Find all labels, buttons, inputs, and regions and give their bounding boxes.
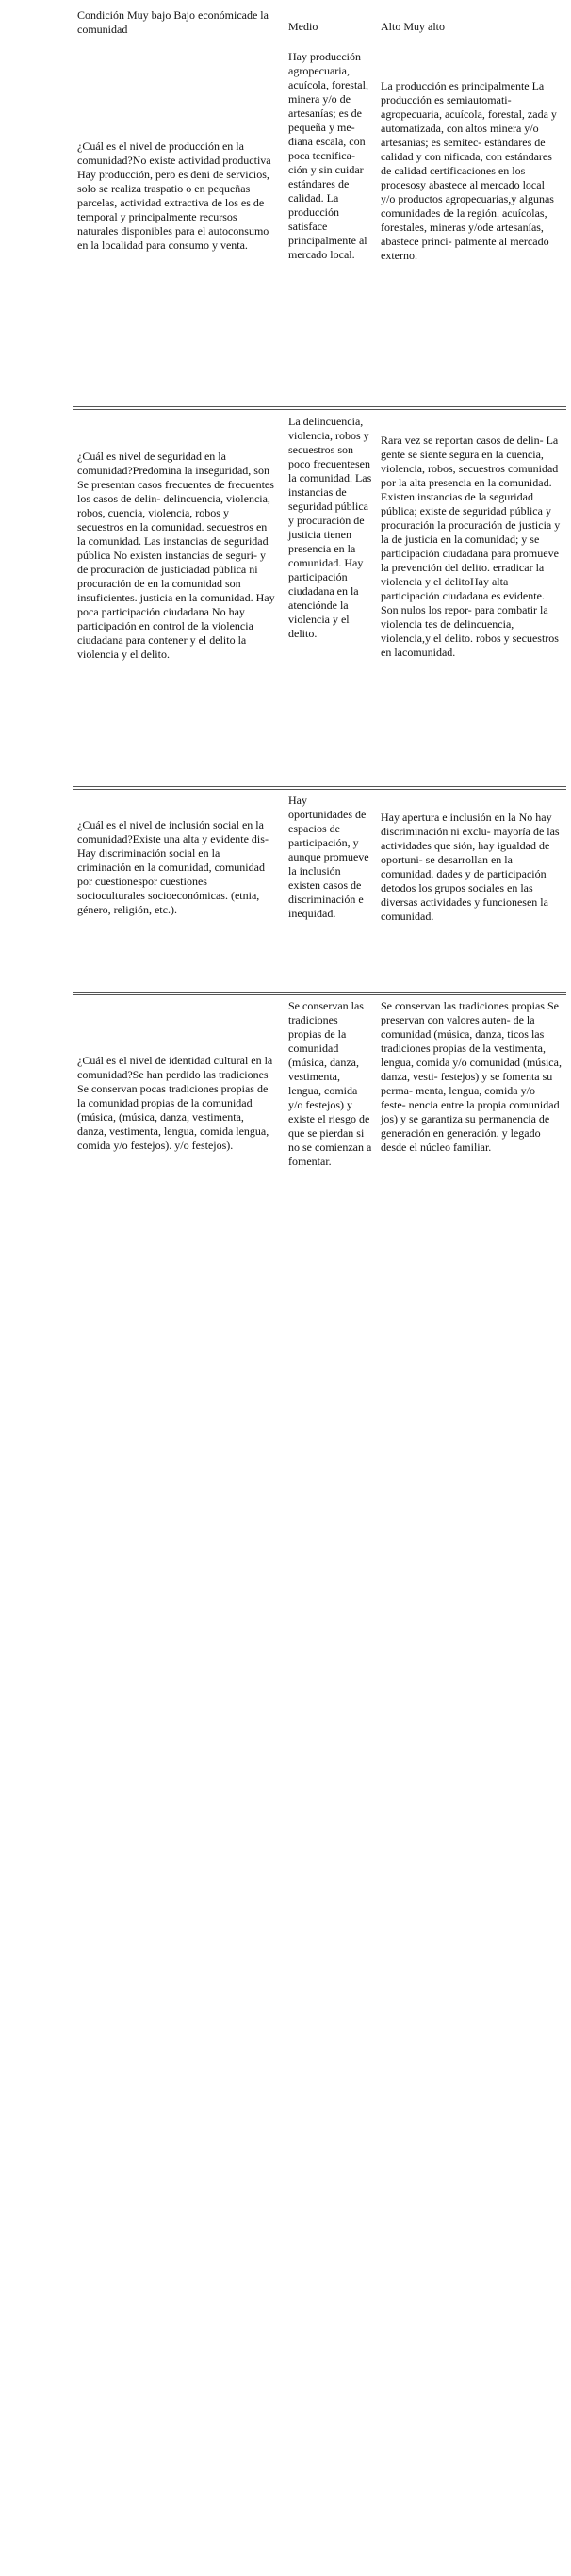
row-2-medio: La delincuencia, violencia, robos y secuestros son poco frecuentesen la comunidad. Las instancias de seguridad pública y procuración de justicia tienen presencia en la comunidad. Hay participación ciudadana en la atenciónde la violencia y el delito. [288,415,372,640]
row-4-medio: Se conservan las tradiciones propias de la comunidad (música, danza, vestimenta, lengua, comida y/o festejos) y existe el riesgo de que se pierdan si no se comienzan a fomentar. [288,999,372,1168]
row-2-question: ¿Cuál es nivel de seguridad en la comunidad?Predomina la inseguridad, son Se presentan casos frecuentes de frecuentes los casos de delin- delincuencia, violencia, robos, cuencia, violencia, robos y secuestros en la comunidad. secuestros en la comunidad. Las instancias de seguridad pública No existen instancias de seguri- y de procuración de justiciadad pública ni procuración de en la comunidad son insuficientes. justicia en la comunidad. Hay poca participación ciudadana No hay participación en control de la violencia ciudadana para contener y el delito la violencia y el delito. [77,450,275,661]
row-divider-1 [73,406,566,410]
row-1-alto: La producción es principalmente La producción es semiautomati- agropecuaria, acuícola, forestal, zada y automatizada, con altos minera y/o artesanías; es semitec- estándares de calidad y con nificada, con estándares de calidad certificaciones en los procesosy abastece al mercado local y/o productos agropecuarias,y algunas comunidades de la región. acuícolas, forestales, mineras y/ode artesanías, abastece princi- palmente al mercado externo. [381,79,557,262]
row-divider-3 [73,992,566,995]
header-alto: Alto Muy alto [381,20,445,33]
row-3-alto: Hay apertura e inclusión en la No hay discriminación ni exclu- mayoría de las actividades que sión, hay igualdad de oportuni- se desarrollan en la comunidad. dades y de participación detodos los grupos sociales en las diversas actividades y funcionesen la comunidad. [381,811,560,923]
row-1-medio: Hay producción agropecuaria, acuícola, forestal, minera y/o de artesanías; es de pequeña y me- diana escala, con poca tecnifica- ción y sin cuidar estándares de calidad. La producción satisface principalmente al mercado local. [288,50,368,261]
row-4-alto: Se conservan las tradiciones propias Se preservan con valores auten- de la comunidad (música, danza, ticos las tradiciones propias de la vestimenta, lengua, comida y/o comunidad (música, danza, vesti- festejos) y se fomenta su perma- menta, lengua, comida y/o feste- nencia entre la propia comunidad jos) y se garantiza su permanencia de generación en generación. y legado desde el núcleo familiar. [381,999,562,1154]
row-1-question: ¿Cuál es el nivel de producción en la comunidad?No existe actividad productiva Hay producción, pero es deni de servicios, solo se realiza traspatio o en pequeñas parcelas, actividad extractiva de los es de temporal y principalmente recursos naturales disponibles para el autoconsumo en la localidad para consumo y venta. [77,139,271,252]
row-divider-2 [73,786,566,790]
row-3-question: ¿Cuál es el nivel de inclusión social en la comunidad?Existe una alta y evidente dis- Hay discriminación social en la criminación en la comunidad, comunidad por cuestionespor cuestiones socioculturales socioeconómicas. (etnia, género, religión, etc.). [77,818,269,916]
header-condition: Condición Muy bajo Bajo económicade la comunidad [77,8,269,36]
row-3-medio: Hay oportunidades de espacios de participación, y aunque promueve la inclusión existen casos de discriminación e inequidad. [288,794,369,920]
row-2-alto: Rara vez se reportan casos de delin- La gente se siente segura en la cuencia, violencia, robos, secuestros comunidad por la alta presencia en la comunidad. Existen instancias de la seguridad pública; existe de seguridad pública y procuración la procuración de justicia y la de justicia en la comunidad; y se participación ciudadana para promueve la prevención del delito. erradicar la violencia y el delitoHay alta participación ciudadana es evidente. Son nulos los repor- para combatir la violencia tes de delincuencia, violencia,y el delito. robos y secuestros en lacomunidad. [381,434,561,659]
row-4-question: ¿Cuál es el nivel de identidad cultural en la comunidad?Se han perdido las tradiciones Se conservan pocas tradiciones propias de la comunidad propias de la comunidad (música, (música, danza, vestimenta, danza, vestimenta, lengua, comida lengua, comida y/o festejos). y/o festejos). [77,1054,273,1152]
header-medio: Medio [288,20,318,33]
